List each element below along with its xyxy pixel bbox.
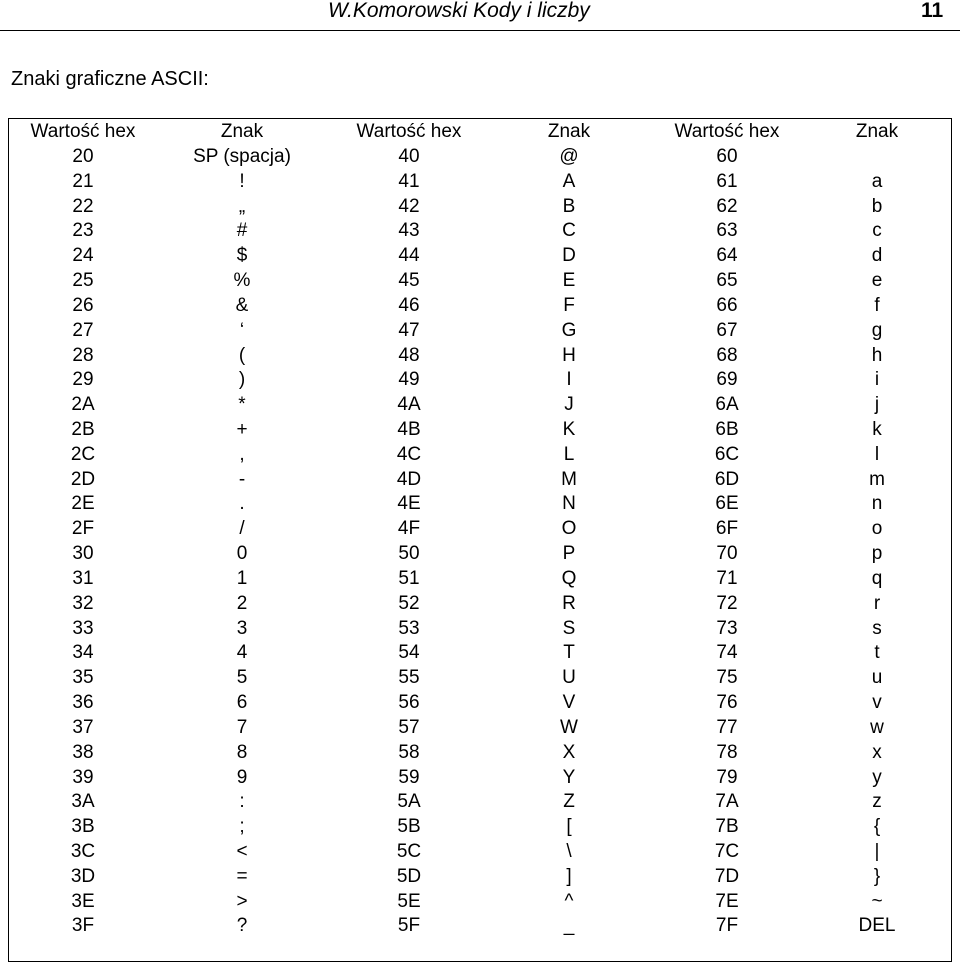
hex-value-cell: 62 <box>716 195 738 217</box>
hex-value-cell: 3A <box>71 791 95 813</box>
hex-value-cell: 78 <box>716 741 738 763</box>
character-cell: F <box>563 294 575 316</box>
hex-value-cell: 47 <box>398 319 420 341</box>
character-cell: | <box>874 840 880 862</box>
hex-value-cell: 41 <box>398 170 420 192</box>
table-row <box>9 864 951 889</box>
character-cell: 3 <box>236 617 248 639</box>
character-cell: A <box>562 170 576 192</box>
hex-value-cell: 28 <box>72 344 94 366</box>
character-cell: k <box>872 419 882 441</box>
hex-value-cell: 35 <box>72 667 94 689</box>
character-cell: a <box>871 170 883 192</box>
hex-value-cell: 38 <box>72 741 94 763</box>
character-cell: 7 <box>236 716 248 738</box>
table-row <box>9 343 951 368</box>
hex-value-cell: 39 <box>72 766 94 788</box>
hex-value-cell: 2F <box>71 518 95 540</box>
hex-value-cell: 7E <box>715 890 739 912</box>
hex-value-cell: 6F <box>715 518 739 540</box>
character-cell: , <box>239 443 245 465</box>
character-cell: SP (spacja) <box>193 146 291 167</box>
hex-value-cell: 6E <box>715 493 739 515</box>
character-cell: c <box>872 220 882 242</box>
table-row <box>9 144 951 169</box>
character-cell: f <box>874 294 880 316</box>
character-cell: _ <box>563 915 575 937</box>
table-row <box>9 839 951 864</box>
hex-value-cell: 3C <box>70 840 96 862</box>
hex-value-cell: 6A <box>715 394 739 416</box>
hex-value-cell: 68 <box>716 344 738 366</box>
hex-value-cell: 52 <box>398 592 420 614</box>
hex-value-cell: 50 <box>398 543 420 565</box>
character-cell: s <box>872 617 882 639</box>
hex-value-cell: 56 <box>398 692 420 714</box>
hex-value-cell: 5C <box>396 840 422 862</box>
page-header <box>0 0 960 32</box>
hex-value-cell: 6C <box>714 443 740 465</box>
character-cell: R <box>562 592 576 614</box>
hex-value-cell: 7F <box>715 915 739 937</box>
character-cell: b <box>871 195 883 217</box>
character-cell: } <box>873 865 881 887</box>
character-cell: e <box>871 270 883 292</box>
hex-value-cell: 31 <box>72 567 94 589</box>
section-heading: Znaki graficzne ASCII: <box>11 68 209 90</box>
character-cell: [ <box>566 816 572 838</box>
character-cell: ~ <box>871 890 883 912</box>
character-cell: H <box>562 344 576 366</box>
character-cell: U <box>562 667 576 689</box>
hex-value-cell: 2E <box>71 493 95 515</box>
column-header: Znak <box>220 121 264 142</box>
table-row <box>9 169 951 194</box>
character-cell: j <box>874 394 880 416</box>
hex-value-cell: 55 <box>398 667 420 689</box>
character-cell: I <box>566 369 572 391</box>
hex-value-cell: 72 <box>716 592 738 614</box>
table-row <box>9 913 951 938</box>
hex-value-cell: 2D <box>70 468 96 490</box>
hex-value-cell: 5D <box>396 865 422 887</box>
table-row <box>9 194 951 219</box>
character-cell: n <box>871 493 883 515</box>
hex-value-cell: 71 <box>716 567 738 589</box>
hex-value-cell: 64 <box>716 245 738 267</box>
hex-value-cell: 25 <box>72 270 94 292</box>
column-header: Wartość hex <box>30 121 136 142</box>
character-cell: ( <box>238 344 246 366</box>
table-row <box>9 318 951 343</box>
character-cell: S <box>562 617 576 639</box>
hex-value-cell: 7A <box>715 791 739 813</box>
hex-value-cell: 6D <box>714 468 740 490</box>
hex-value-cell: 53 <box>398 617 420 639</box>
hex-value-cell: 4D <box>396 468 422 490</box>
character-cell: 5 <box>236 667 248 689</box>
character-cell: \ <box>566 840 572 862</box>
hex-value-cell: 20 <box>72 146 94 167</box>
hex-value-cell: 3D <box>70 865 96 887</box>
header-title: W.Komorowski Kody i liczby <box>328 0 590 22</box>
character-cell: Y <box>562 766 576 788</box>
hex-value-cell: 3E <box>71 890 95 912</box>
character-cell: K <box>562 419 576 441</box>
character-cell: : <box>239 791 245 813</box>
character-cell: W <box>560 716 578 738</box>
hex-value-cell: 45 <box>398 270 420 292</box>
hex-value-cell: 3B <box>71 816 95 838</box>
character-cell: g <box>871 319 883 341</box>
character-cell: V <box>562 692 576 714</box>
character-cell: ‘ <box>239 319 245 341</box>
table-row <box>9 715 951 740</box>
character-cell: d <box>871 245 883 267</box>
character-cell: X <box>562 741 576 763</box>
character-cell: = <box>236 865 248 887</box>
character-cell: v <box>872 692 882 714</box>
hex-value-cell: 6B <box>715 419 739 441</box>
hex-value-cell: 27 <box>72 319 94 341</box>
table-row <box>9 243 951 268</box>
character-cell: J <box>564 394 574 416</box>
hex-value-cell: 21 <box>72 170 94 192</box>
character-cell: E <box>562 270 576 292</box>
character-cell: ? <box>236 915 248 937</box>
table-row <box>9 690 951 715</box>
character-cell: o <box>871 518 883 540</box>
character-cell: z <box>872 791 882 813</box>
column-header: Znak <box>547 121 591 142</box>
hex-value-cell: 66 <box>716 294 738 316</box>
character-cell: B <box>562 195 576 217</box>
table-row <box>9 491 951 516</box>
character-cell: h <box>871 344 883 366</box>
character-cell: ! <box>239 170 245 192</box>
character-cell: % <box>233 270 251 292</box>
character-cell: ; <box>239 816 245 838</box>
character-cell: C <box>562 220 576 242</box>
hex-value-cell: 59 <box>398 766 420 788</box>
character-cell: 6 <box>236 692 248 714</box>
character-cell: 9 <box>236 766 248 788</box>
hex-value-cell: 58 <box>398 741 420 763</box>
table-row <box>9 889 951 914</box>
hex-value-cell: 7D <box>714 865 740 887</box>
character-cell: # <box>236 220 248 242</box>
table-row <box>9 367 951 392</box>
table-row <box>9 392 951 417</box>
hex-value-cell: 51 <box>398 567 420 589</box>
page-number: 11 <box>921 0 944 22</box>
hex-value-cell: 43 <box>398 220 420 242</box>
character-cell: N <box>562 493 576 515</box>
hex-value-cell: 4F <box>397 518 421 540</box>
table-row <box>9 740 951 765</box>
character-cell: Q <box>561 567 577 589</box>
table-row <box>9 293 951 318</box>
character-cell: 0 <box>236 543 248 565</box>
hex-value-cell: 69 <box>716 369 738 391</box>
hex-value-cell: 2C <box>70 443 96 465</box>
hex-value-cell: 70 <box>716 543 738 565</box>
character-cell: < <box>236 840 248 862</box>
hex-value-cell: 37 <box>72 716 94 738</box>
character-cell: t <box>874 642 880 664</box>
character-cell: & <box>235 294 249 316</box>
hex-value-cell: 5B <box>397 816 421 838</box>
character-cell: m <box>869 468 885 490</box>
character-cell: - <box>238 468 246 490</box>
character-cell: 1 <box>236 567 248 589</box>
hex-value-cell: 23 <box>72 220 94 242</box>
character-cell: G <box>561 319 577 341</box>
character-cell: i <box>874 369 880 391</box>
hex-value-cell: 4A <box>397 394 421 416</box>
column-header: Znak <box>855 121 899 142</box>
table-row <box>9 516 951 541</box>
character-cell: 4 <box>236 642 248 664</box>
table-row <box>9 541 951 566</box>
character-cell: 8 <box>236 741 248 763</box>
table-row <box>9 467 951 492</box>
character-cell: * <box>238 394 246 416</box>
hex-value-cell: 24 <box>72 245 94 267</box>
character-cell: q <box>871 567 883 589</box>
hex-value-cell: 46 <box>398 294 420 316</box>
table-row <box>9 566 951 591</box>
table-row <box>9 765 951 790</box>
character-cell: > <box>236 890 248 912</box>
hex-value-cell: 4B <box>397 419 421 441</box>
table-header-row <box>9 119 951 144</box>
character-cell: ) <box>238 369 246 391</box>
hex-value-cell: 42 <box>398 195 420 217</box>
hex-value-cell: 22 <box>72 195 94 217</box>
character-cell: L <box>563 443 575 465</box>
character-cell: 2 <box>236 592 248 614</box>
character-cell: O <box>561 518 577 540</box>
table-row <box>9 442 951 467</box>
character-cell: / <box>239 518 245 540</box>
column-header: Wartość hex <box>674 121 780 142</box>
hex-value-cell: 75 <box>716 667 738 689</box>
hex-value-cell: 57 <box>398 716 420 738</box>
hex-value-cell: 33 <box>72 617 94 639</box>
character-cell: l <box>874 443 880 465</box>
table-row <box>9 268 951 293</box>
character-cell: p <box>871 543 883 565</box>
table-row <box>9 591 951 616</box>
hex-value-cell: 40 <box>398 146 420 167</box>
character-cell: DEL <box>858 915 896 937</box>
character-cell: r <box>873 592 881 614</box>
hex-value-cell: 34 <box>72 642 94 664</box>
character-cell: T <box>563 642 575 664</box>
hex-value-cell: 67 <box>716 319 738 341</box>
hex-value-cell: 61 <box>716 170 738 192</box>
table-row <box>9 814 951 839</box>
column-header: Wartość hex <box>356 121 462 142</box>
hex-value-cell: 5F <box>397 915 421 937</box>
character-cell: P <box>562 543 576 565</box>
character-cell: $ <box>236 245 248 267</box>
character-cell: D <box>562 245 576 267</box>
hex-value-cell: 76 <box>716 692 738 714</box>
table-row <box>9 640 951 665</box>
table-row <box>9 789 951 814</box>
ascii-table <box>8 118 952 962</box>
table-row <box>9 218 951 243</box>
hex-value-cell: 4C <box>396 443 422 465</box>
hex-value-cell: 5A <box>397 791 421 813</box>
hex-value-cell: 3F <box>71 915 95 937</box>
character-cell: y <box>872 766 882 788</box>
character-cell: { <box>873 816 881 838</box>
character-cell: + <box>236 419 248 441</box>
table-row <box>9 665 951 690</box>
hex-value-cell: 74 <box>716 642 738 664</box>
character-cell: Z <box>563 791 575 813</box>
hex-value-cell: 44 <box>398 245 420 267</box>
table-row <box>9 616 951 641</box>
hex-value-cell: 79 <box>716 766 738 788</box>
hex-value-cell: 63 <box>716 220 738 242</box>
character-cell: u <box>871 667 883 689</box>
character-cell: w <box>870 716 884 738</box>
hex-value-cell: 73 <box>716 617 738 639</box>
hex-value-cell: 4E <box>397 493 421 515</box>
hex-value-cell: 29 <box>72 369 94 391</box>
character-cell: ] <box>566 865 572 887</box>
hex-value-cell: 2A <box>71 394 95 416</box>
character-cell: @ <box>559 146 579 167</box>
hex-value-cell: 65 <box>716 270 738 292</box>
hex-value-cell: 60 <box>716 146 738 167</box>
hex-value-cell: 30 <box>72 543 94 565</box>
hex-value-cell: 77 <box>716 716 738 738</box>
character-cell: . <box>239 493 245 515</box>
hex-value-cell: 54 <box>398 642 420 664</box>
character-cell: ^ <box>564 890 574 912</box>
character-cell: „ <box>238 195 246 217</box>
hex-value-cell: 36 <box>72 692 94 714</box>
character-cell: x <box>872 741 882 763</box>
hex-value-cell: 2B <box>71 419 95 441</box>
character-cell: M <box>561 468 577 490</box>
character-cell <box>801 144 953 169</box>
hex-value-cell: 48 <box>398 344 420 366</box>
hex-value-cell: 26 <box>72 294 94 316</box>
hex-value-cell: 7B <box>715 816 739 838</box>
hex-value-cell: 32 <box>72 592 94 614</box>
table-row <box>9 417 951 442</box>
hex-value-cell: 5E <box>397 890 421 912</box>
header-divider <box>0 30 960 31</box>
hex-value-cell: 49 <box>398 369 420 391</box>
hex-value-cell: 7C <box>714 840 740 862</box>
